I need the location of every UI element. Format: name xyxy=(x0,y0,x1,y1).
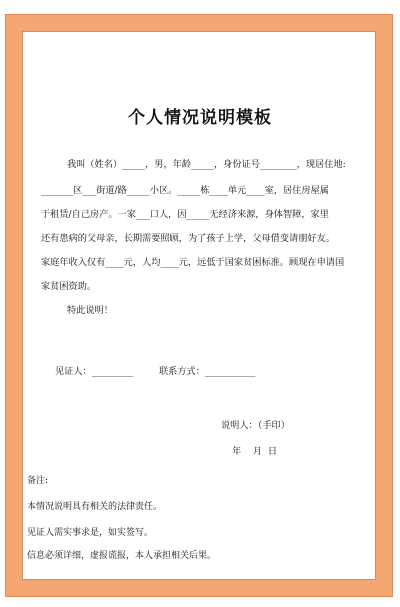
body-line-1: 我叫（姓名）_____，男，年龄_____，身份证号________，现居住地: xyxy=(67,159,346,170)
body-line-5: 家庭年收入仅有____元，人均____元，远低于国家贫困标准。顾现在申请国 xyxy=(41,257,345,268)
document-page xyxy=(22,31,376,580)
body-line-4: 还有患病的父母亲，长期需要照顾，为了孩子上学，父母借变请朋好友。 xyxy=(41,233,335,244)
body-line-2: _______区___街道/路_____小区。_____栋____单元____室，居住房屋属 xyxy=(41,185,329,196)
document-title: 个人情况说明模板 xyxy=(128,108,272,128)
notes-heading: 备注: xyxy=(27,476,49,486)
body-line-6: 家贫困资助。 xyxy=(41,281,97,292)
note-item-2: 见证人需实事求是，如实签写。 xyxy=(27,528,154,538)
body-line-3: 于租赁/自己房产。一家___口人，因_____无经济来源，身体智障，家里 xyxy=(41,209,329,220)
note-item-1: 本情况说明具有相关的法律责任。 xyxy=(27,502,163,512)
note-item-3: 信息必须详细，虚报谎报，本人承担相关后果。 xyxy=(27,551,217,561)
page-border xyxy=(5,14,393,597)
date-field: 年 月 日 xyxy=(232,446,278,457)
signer-field: 说明人：（手印） xyxy=(221,420,290,431)
closing-text: 特此说明！ xyxy=(67,305,113,316)
witness-field: 见证人：_________ xyxy=(55,366,134,377)
contact-field: 联系方式：___________ xyxy=(159,366,256,377)
